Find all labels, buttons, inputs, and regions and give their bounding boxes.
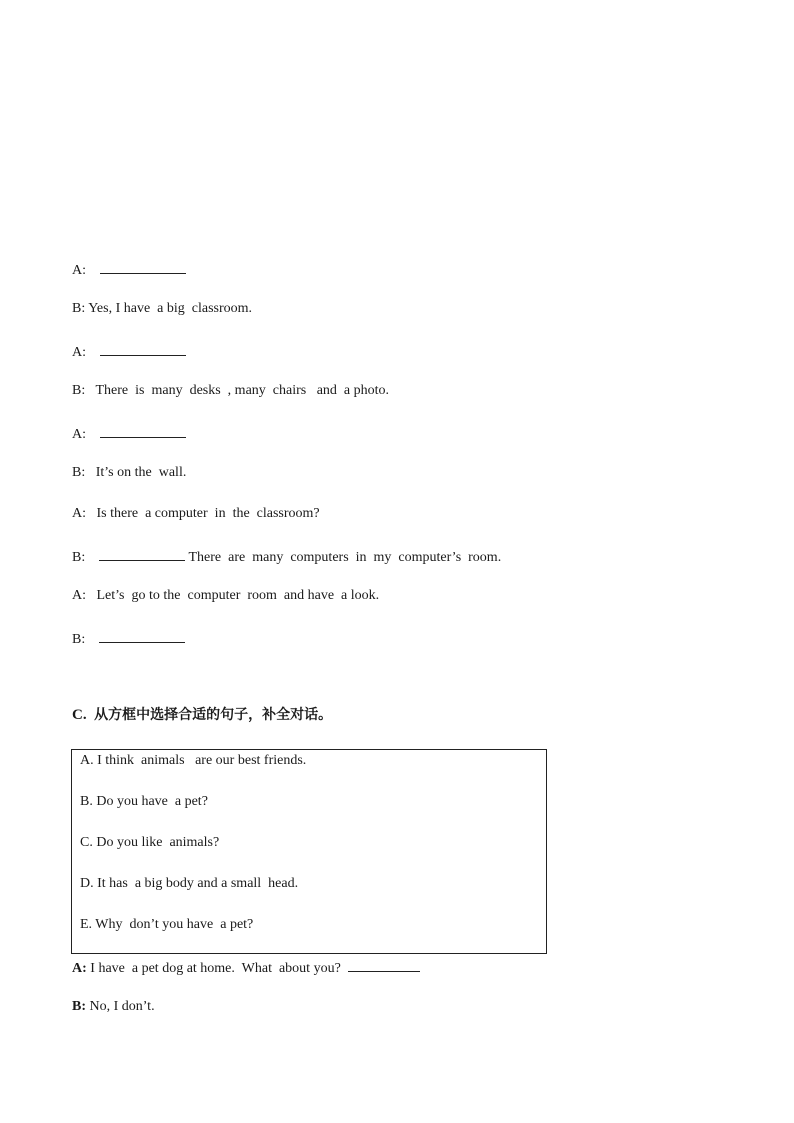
dialogue-line-10 xyxy=(72,628,185,649)
answer-blank[interactable] xyxy=(100,341,186,356)
dialogue-line-1 xyxy=(72,259,186,280)
speaker-label: B: xyxy=(72,301,86,316)
speaker-label: A: xyxy=(72,427,86,442)
speaker-label: A: xyxy=(72,506,86,521)
speaker-label: B: xyxy=(72,550,86,565)
speaker-label: B: xyxy=(72,383,86,398)
dialogue-c-line-1 xyxy=(72,957,420,978)
section-c-heading xyxy=(72,706,332,724)
dialogue-text: There is many desks , many chairs and a photo. xyxy=(95,383,390,398)
dialogue-line-2 xyxy=(72,300,252,318)
dialogue-text: There are many computers in my computer’s room. xyxy=(188,550,502,565)
speaker-label: B: xyxy=(72,465,86,480)
options-box xyxy=(71,749,547,954)
speaker-label: B: xyxy=(72,632,86,647)
answer-blank[interactable] xyxy=(348,957,420,972)
dialogue-c-line-2 xyxy=(72,998,155,1016)
option-c: C. Do you like animals? xyxy=(80,835,220,850)
speaker-label: A: xyxy=(72,263,86,278)
answer-blank[interactable] xyxy=(100,423,186,438)
speaker-label: A: xyxy=(72,961,87,976)
dialogue-text: Is there a computer in the classroom? xyxy=(96,506,320,521)
dialogue-line-5 xyxy=(72,423,186,444)
dialogue-line-8 xyxy=(72,546,501,567)
section-label: C. xyxy=(72,707,87,723)
dialogue-text: I have a pet dog at home. What about you? xyxy=(90,961,341,976)
dialogue-text: Let’s go to the computer room and have a look. xyxy=(96,588,380,603)
answer-blank[interactable] xyxy=(99,628,185,643)
option-a: A. I think animals are our best friends. xyxy=(80,753,307,768)
speaker-label: A: xyxy=(72,345,86,360)
dialogue-line-3 xyxy=(72,341,186,362)
option-d: D. It has a big body and a small head. xyxy=(80,876,299,891)
dialogue-line-7 xyxy=(72,505,320,523)
dialogue-line-4 xyxy=(72,382,389,400)
answer-blank[interactable] xyxy=(99,546,185,561)
speaker-label: A: xyxy=(72,588,86,603)
speaker-label: B: xyxy=(72,999,86,1014)
section-instruction: 从方框中选择合适的句子，补全对话。 xyxy=(94,707,333,723)
answer-blank[interactable] xyxy=(100,259,186,274)
dialogue-line-9 xyxy=(72,587,379,605)
option-b: B. Do you have a pet? xyxy=(80,794,208,809)
option-e: E. Why don’t you have a pet? xyxy=(80,917,254,932)
dialogue-line-6 xyxy=(72,464,186,482)
dialogue-text: No, I don’t. xyxy=(89,999,155,1014)
dialogue-text: Yes, I have a big classroom. xyxy=(88,301,253,316)
dialogue-text: It’s on the wall. xyxy=(95,465,187,480)
